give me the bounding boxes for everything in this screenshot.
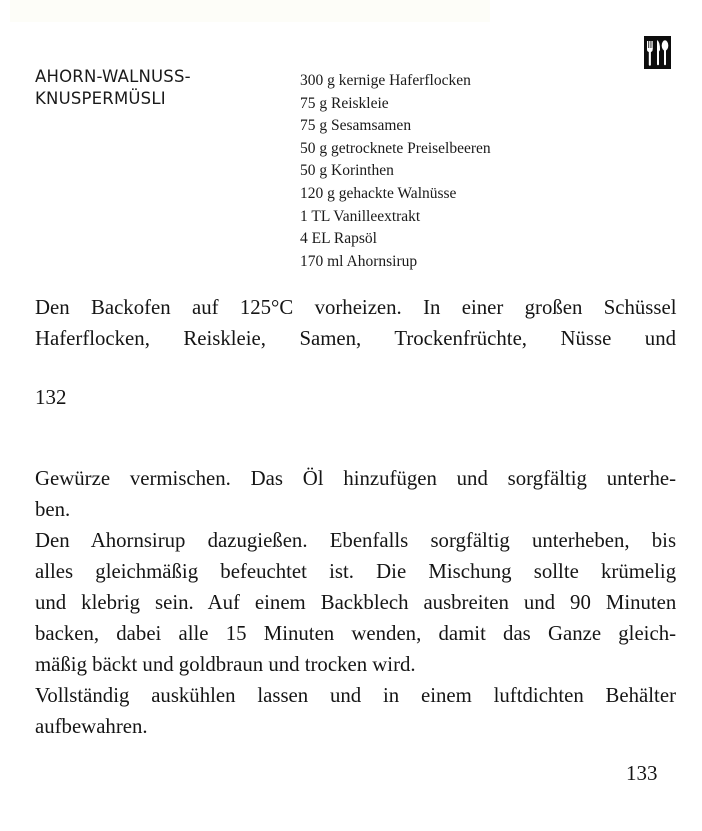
text-line: Vollständig auskühlen lassen und in einem luftdichten Behälter bbox=[35, 684, 676, 707]
text-line: ben. bbox=[35, 498, 71, 521]
fork-icon bbox=[647, 41, 653, 66]
page-number-right: 133 bbox=[626, 761, 658, 785]
ingredient-item: 75 g Sesamsamen bbox=[300, 117, 412, 135]
text-line: und klebrig sein. Auf einem Backblech ausbreiten und 90 Minuten bbox=[35, 591, 677, 614]
ingredient-item: 50 g Korinthen bbox=[300, 162, 394, 180]
cutlery-icon bbox=[644, 36, 671, 69]
knife-icon bbox=[657, 40, 660, 65]
recipe-title-line: AHORN-WALNUSS- bbox=[35, 67, 191, 86]
ingredient-item: 4 EL Rapsöl bbox=[300, 230, 377, 248]
instructions-paragraph-start bbox=[35, 292, 676, 354]
spoon-icon bbox=[662, 40, 669, 65]
ingredient-item: 50 g getrocknete Preiselbeeren bbox=[300, 139, 491, 157]
ingredient-list bbox=[300, 70, 491, 273]
recipe-title-line: KNUSPERMÜSLI bbox=[35, 89, 166, 108]
scan-edge bbox=[10, 0, 490, 22]
text-line: Haferflocken, Reiskleie, Samen, Trockenfrüchte, Nüsse und bbox=[35, 327, 676, 350]
ingredient-item: 170 ml Ahornsirup bbox=[300, 252, 418, 270]
text-line: Den Ahornsirup dazugießen. Ebenfalls sorgfältig unterheben, bis bbox=[35, 529, 677, 552]
page-number-left: 132 bbox=[35, 385, 67, 409]
ingredient-item: 75 g Reiskleie bbox=[300, 94, 389, 112]
text-line: alles gleichmäßig befeuchtet ist. Die Mischung sollte krümelig bbox=[35, 560, 677, 583]
text-line: Gewürze vermischen. Das Öl hinzufügen und sorgfältig unterhe- bbox=[35, 467, 677, 490]
text-line: Den Backofen auf 125°C vorheizen. In einer großen Schüssel bbox=[35, 296, 677, 319]
text-line: backen, dabei alle 15 Minuten wenden, damit das Ganze gleich- bbox=[35, 622, 677, 645]
text-line: mäßig bäckt und goldbraun und trocken wird. bbox=[35, 653, 416, 676]
text-line: aufbewahren. bbox=[35, 715, 148, 738]
ingredient-item: 1 TL Vanilleextrakt bbox=[300, 207, 421, 225]
ingredient-item: 300 g kernige Haferflocken bbox=[300, 72, 471, 89]
ingredient-item: 120 g gehackte Walnüsse bbox=[300, 184, 457, 202]
recipe-title bbox=[35, 66, 191, 110]
instructions-paragraph-continued bbox=[35, 463, 676, 742]
